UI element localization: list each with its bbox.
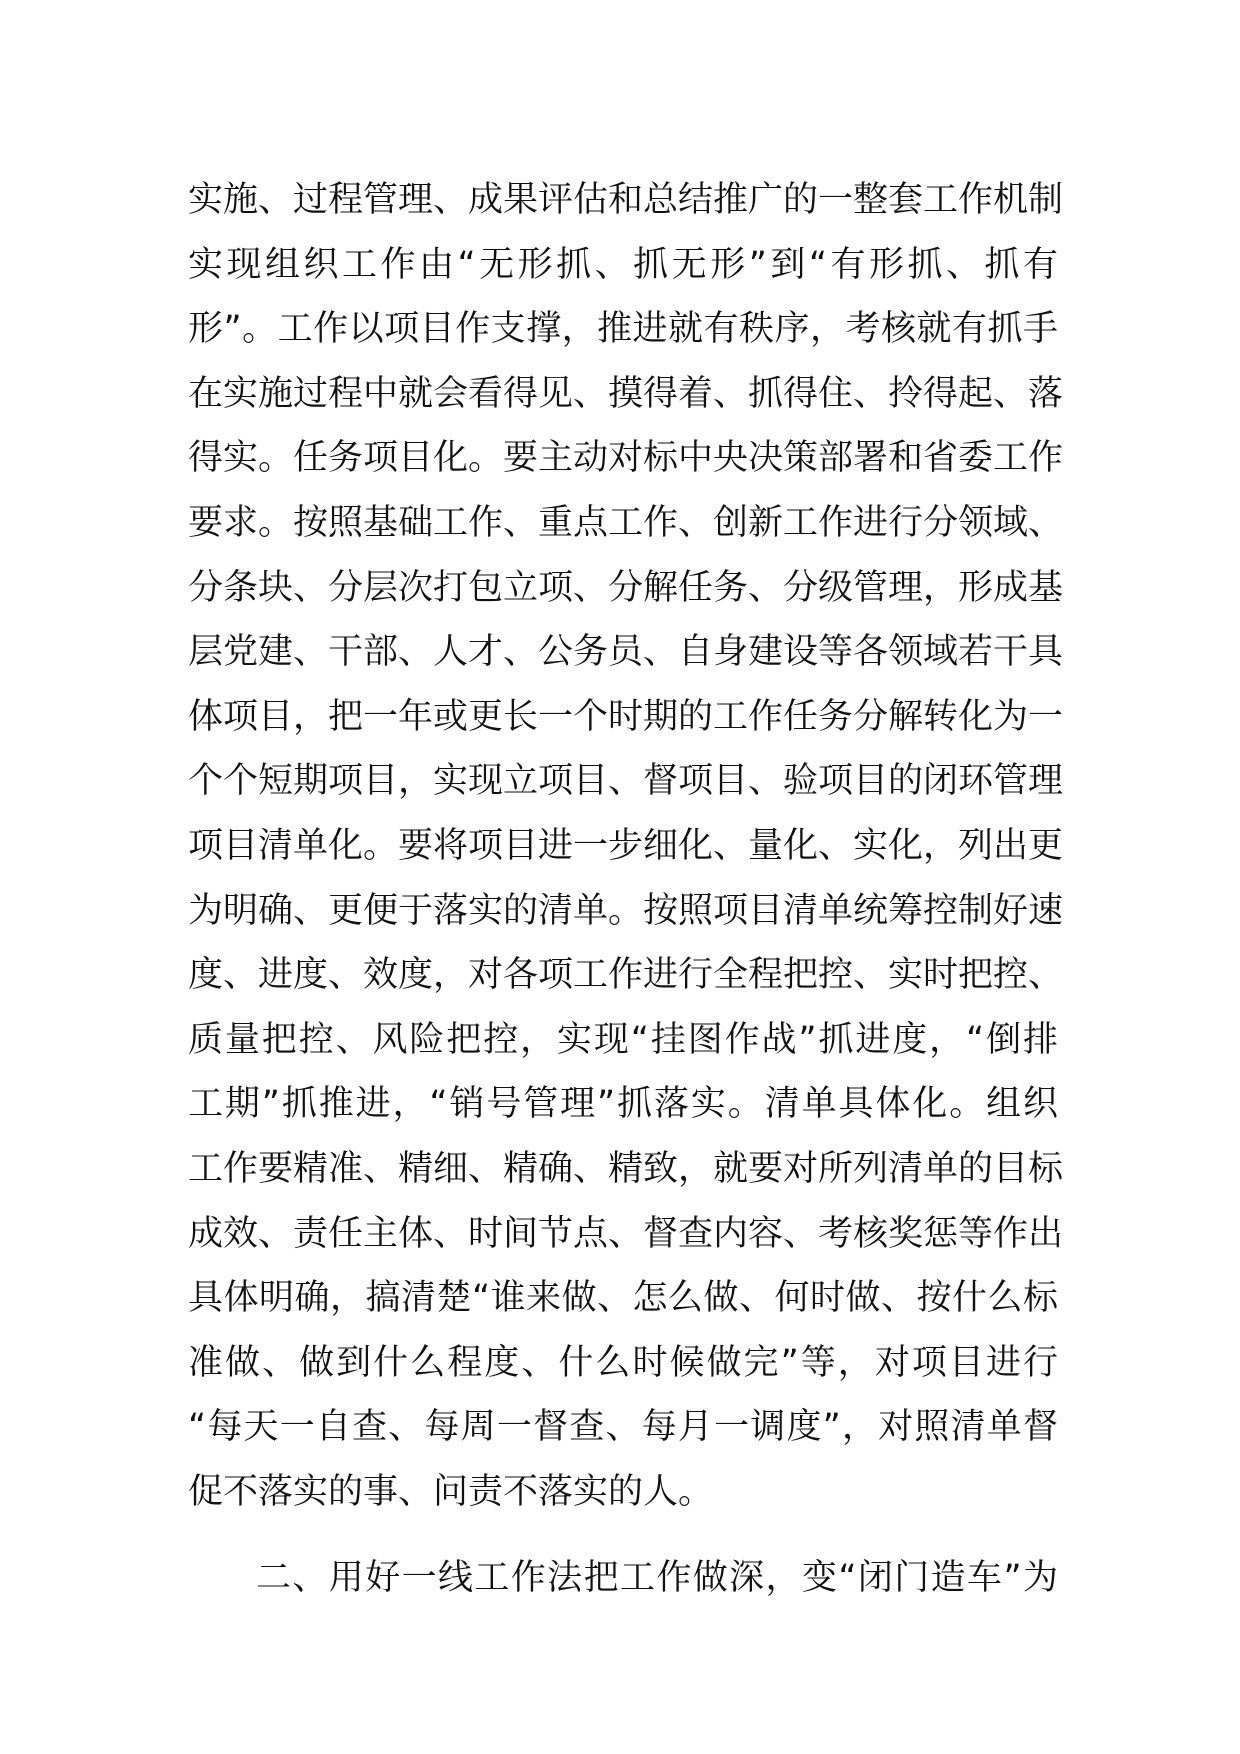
paragraph-line-2: 实现组织工作由“无形抓、抓无形”到“有形抓、抓有 <box>188 244 1058 285</box>
paragraph-line-10: 个个短期项目，实现立项目、督项目、验项目的闭环管理 <box>188 761 1064 802</box>
document-body <box>188 168 1064 1611</box>
paragraph-line-19: 准做、做到什么程度、什么时候做完”等，对项目进行 <box>188 1342 1058 1383</box>
paragraph-line-20: “每天一自查、每周一督查、每月一调度”，对照清单督 <box>188 1407 1058 1448</box>
paragraph-line-16: 工作要精准、精细、精确、精致，就要对所列清单的目标 <box>188 1148 1064 1189</box>
paragraph-line-18: 具体明确，搞清楚“谁来做、怎么做、何时做、按什么标 <box>188 1278 1058 1319</box>
paragraph-line-9: 体项目，把一年或更长一个时期的工作任务分解转化为一 <box>188 696 1064 737</box>
paragraph-line-6: 要求。按照基础工作、重点工作、创新工作进行分领域、 <box>188 502 1064 543</box>
paragraph-line-12: 为明确、更便于落实的清单。按照项目清单统筹控制好速 <box>188 890 1064 931</box>
paragraph-line-8: 层党建、干部、人才、公务员、自身建设等各领域若干具 <box>188 632 1064 673</box>
paragraph-line-13: 度、进度、效度，对各项工作进行全程把控、实时把控、 <box>188 955 1064 996</box>
paragraph-line-5: 得实。任务项目化。要主动对标中央决策部署和省委工作 <box>188 438 1064 479</box>
paragraph-line-3: 形”。工作以项目作支撑，推进就有秩序，考核就有抓手 <box>188 309 1058 350</box>
paragraph-line-17: 成效、责任主体、时间节点、督查内容、考核奖惩等作出 <box>188 1213 1064 1254</box>
paragraph-line-15: 工期”抓推进，“销号管理”抓落实。清单具体化。组织 <box>188 1084 1058 1125</box>
paragraph-gap <box>188 1524 1058 1546</box>
paragraph-line-4: 在实施过程中就会看得见、摸得着、抓得住、拎得起、落 <box>188 373 1064 414</box>
paragraph-line-11: 项目清单化。要将项目进一步细化、量化、实化，列出更 <box>188 825 1064 866</box>
paragraph-line-21: 促不落实的事、问责不落实的人。 <box>188 1471 714 1512</box>
paragraph-line-7: 分条块、分层次打包立项、分解任务、分级管理，形成基 <box>188 567 1064 608</box>
paragraph-line-1: 实施、过程管理、成果评估和总结推广的一整套工作机制 <box>188 180 1064 220</box>
paragraph-line-14: 质量把控、风险把控，实现“挂图作战”抓进度，“倒排 <box>188 1019 1058 1060</box>
section-heading-line: 二、用好一线工作法把工作做深，变“闭门造车”为 <box>256 1558 1058 1599</box>
